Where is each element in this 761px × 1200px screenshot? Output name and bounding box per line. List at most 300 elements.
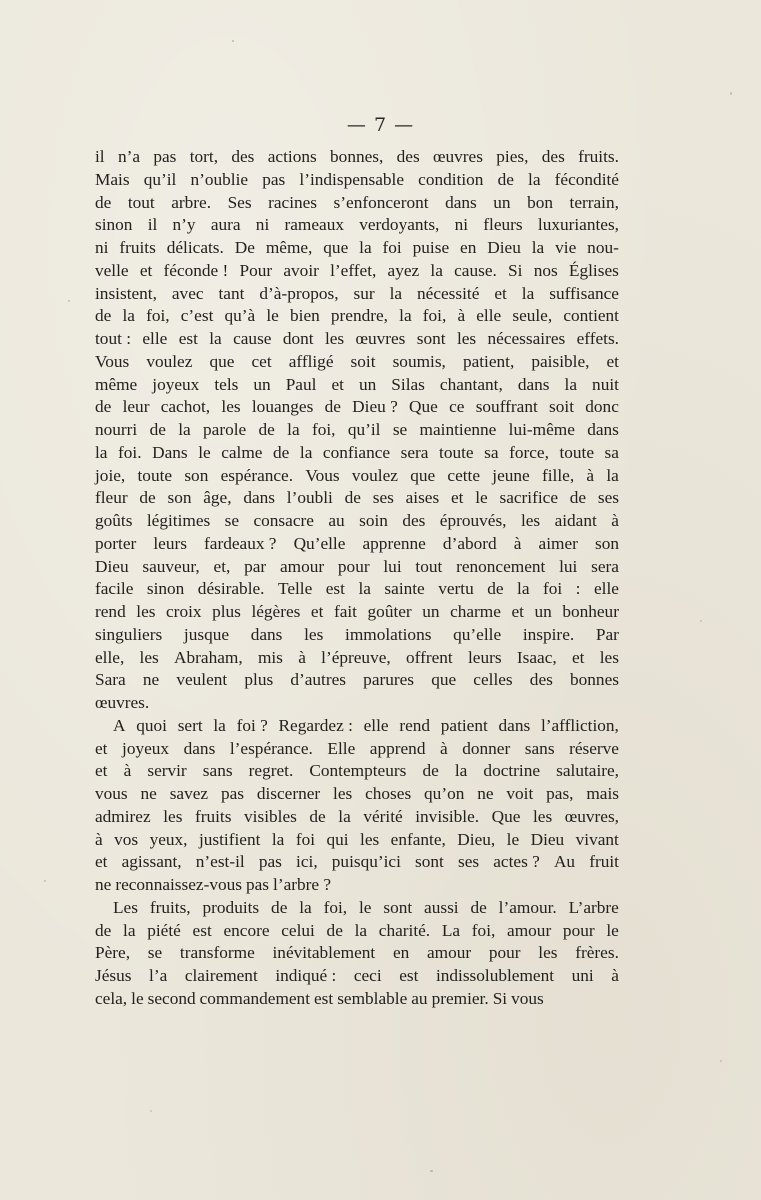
word: le: [475, 488, 488, 508]
word: la: [354, 920, 368, 940]
word: de: [326, 920, 343, 940]
word: lui-même: [508, 420, 575, 439]
word: nuit: [592, 374, 619, 394]
word: tels: [214, 374, 239, 394]
word: fait: [333, 602, 357, 621]
word: pas: [153, 147, 177, 166]
word: que: [323, 238, 349, 257]
word: à: [440, 738, 448, 758]
word: toute: [439, 442, 474, 462]
word: de: [258, 420, 275, 439]
word: doctrine: [483, 761, 541, 781]
word: renoncement: [456, 556, 546, 576]
word: Isaac,: [516, 647, 557, 667]
word: Regardez :: [278, 715, 353, 735]
word: il: [147, 215, 158, 235]
word: soit: [350, 351, 376, 371]
word: dans: [243, 488, 276, 508]
word: sa: [484, 442, 499, 462]
word: cet: [251, 351, 272, 371]
word: œuvres: [355, 329, 406, 348]
word: œuvres,: [564, 806, 619, 826]
word: n’est-il: [195, 852, 245, 872]
word: foi: [295, 829, 316, 849]
word: pas: [220, 784, 244, 803]
word: Par: [595, 624, 619, 644]
word: chantant,: [439, 374, 503, 394]
word: sacrifice: [499, 488, 558, 508]
word: elle: [476, 306, 502, 326]
word: qu’on: [424, 784, 465, 803]
word: dans: [587, 420, 619, 439]
body-text: [95, 146, 619, 1011]
word: œuvres.: [95, 693, 150, 712]
word: Jésus: [95, 966, 132, 985]
word: Que: [491, 806, 521, 826]
word: même: [95, 374, 138, 394]
word: :: [575, 579, 581, 599]
word: seule,: [512, 306, 553, 326]
word: l’affliction,: [540, 715, 619, 735]
word: le: [506, 829, 520, 849]
word: pas: [258, 852, 282, 872]
word: la: [95, 442, 108, 462]
word: à: [611, 966, 619, 985]
text-line: [95, 874, 619, 897]
word: la: [178, 420, 191, 439]
word: ses: [458, 852, 480, 872]
word: qu’elle: [453, 624, 502, 644]
word: patient: [440, 715, 488, 735]
word: yeux,: [149, 829, 188, 849]
word: à: [586, 465, 595, 485]
word: de: [95, 306, 112, 326]
word: Dieu: [530, 829, 565, 849]
word: rameaux: [284, 215, 344, 235]
word: admirez: [95, 806, 151, 826]
word: regret.: [248, 761, 294, 781]
word: de: [271, 897, 288, 917]
word: parures: [363, 670, 415, 690]
word: de: [309, 806, 326, 826]
word: vérité: [363, 806, 403, 826]
word: sert: [177, 715, 203, 735]
word: donc: [585, 397, 619, 417]
word: tout: [415, 556, 443, 576]
word: Qu’elle: [293, 533, 346, 553]
word: immolations: [345, 624, 432, 644]
word: qu’à: [224, 306, 256, 326]
word: porter: [95, 533, 137, 553]
word: de: [344, 488, 361, 508]
word: un: [253, 374, 271, 394]
word: un: [358, 374, 377, 394]
word: qu’il: [347, 420, 381, 439]
word: par: [244, 556, 267, 576]
text-line: [95, 783, 619, 806]
word: dans: [445, 192, 477, 212]
word: les: [360, 829, 380, 849]
word: Elle: [327, 738, 356, 758]
word: celui: [281, 920, 315, 940]
word: cause: [233, 329, 272, 348]
word: les: [136, 602, 156, 621]
word: pour: [562, 920, 595, 940]
word: n’y: [172, 215, 196, 235]
word: voit: [506, 784, 534, 803]
word: avoir: [283, 260, 319, 280]
word: et: [95, 852, 108, 872]
word: vos: [114, 829, 139, 849]
word: joyeux: [152, 374, 200, 394]
word: tort,: [189, 147, 219, 166]
paper-speck: [430, 1170, 433, 1172]
word: en: [460, 238, 477, 257]
word: les: [333, 784, 353, 803]
word: commandement: [199, 988, 310, 1008]
word: de: [95, 397, 112, 417]
paper-speck: [730, 92, 732, 95]
word: force,: [509, 442, 549, 462]
word: de: [95, 920, 112, 940]
word: soit: [549, 397, 574, 417]
word: actes ?: [493, 852, 540, 872]
word: effets.: [576, 329, 619, 348]
word: De: [234, 238, 255, 257]
word: singuliers: [95, 624, 163, 644]
word: sa: [604, 442, 619, 462]
text-line: [95, 146, 619, 169]
word: leurs: [468, 647, 502, 667]
word: le: [266, 306, 279, 326]
word: salutaire,: [556, 761, 619, 781]
word: sera: [591, 556, 619, 576]
word: sera: [400, 442, 429, 462]
word: des: [541, 147, 565, 166]
word: Vous: [95, 351, 130, 371]
word: uni: [571, 966, 594, 985]
word: à: [513, 533, 522, 553]
word: et: [139, 260, 153, 280]
text-line: [95, 806, 619, 829]
word: encore: [223, 920, 270, 940]
word: foi: [542, 579, 563, 599]
word: fille,: [542, 465, 575, 485]
word: sainte: [384, 579, 425, 599]
word: dans: [517, 374, 550, 394]
word: la: [122, 306, 135, 326]
word: et: [95, 738, 108, 758]
word: semblable: [337, 988, 408, 1008]
word: inspire.: [522, 624, 575, 644]
word: est: [192, 920, 212, 940]
word: Églises: [568, 260, 619, 280]
text-line: [95, 965, 619, 988]
word: tout :: [95, 329, 132, 348]
text-line: [95, 988, 619, 1011]
word: fécondité: [554, 169, 619, 189]
word: n’oublie: [190, 169, 249, 189]
word: de: [139, 488, 156, 508]
word: jeune: [492, 465, 530, 485]
word: la: [358, 579, 371, 599]
word: cause.: [454, 260, 497, 280]
text-line: [95, 920, 619, 943]
word: dont: [282, 329, 314, 348]
word: vertu: [438, 579, 474, 599]
word: calme: [221, 442, 263, 462]
word: pour: [488, 943, 521, 963]
word: la: [528, 169, 541, 189]
word: voulez: [146, 351, 193, 371]
word: d’abord: [442, 533, 497, 553]
word: Si: [508, 260, 523, 280]
word: apprend: [369, 738, 426, 758]
word: L’arbre: [568, 897, 619, 917]
word: condition: [418, 169, 484, 189]
word: Si: [492, 988, 508, 1008]
word: sont: [416, 329, 446, 348]
word: verdoyants,: [359, 215, 440, 235]
word: tout: [127, 192, 155, 212]
text-line: [95, 760, 619, 783]
word: soumis,: [392, 351, 446, 371]
paper-speck: [232, 40, 234, 42]
word: un: [534, 602, 552, 621]
word: fruits: [194, 806, 232, 826]
text-line: [95, 533, 619, 556]
word: et: [310, 602, 324, 621]
text-line: [95, 351, 619, 374]
word: Dieu: [95, 556, 129, 576]
word: son: [594, 533, 619, 553]
word: espérance.: [220, 465, 294, 485]
word: puise: [412, 238, 450, 257]
word: la: [517, 579, 530, 599]
word: ayez: [387, 260, 420, 280]
word: confiance: [322, 442, 391, 462]
word: ni: [95, 238, 109, 257]
word: la: [299, 897, 312, 917]
word: un: [422, 602, 440, 621]
word: l’a: [149, 966, 168, 985]
word: foi ?: [236, 715, 268, 735]
word: des: [529, 670, 553, 690]
word: l’oubli: [286, 488, 333, 508]
word: sont: [415, 852, 444, 872]
word: charme: [450, 602, 501, 621]
word: Pour: [239, 260, 273, 280]
word: mais: [586, 784, 619, 803]
word: actions: [267, 147, 317, 166]
word: se: [224, 511, 240, 530]
word: sauveur,: [142, 556, 200, 576]
word: La: [441, 920, 461, 940]
word: Sara: [95, 670, 126, 690]
text-line: [95, 510, 619, 533]
word: un: [493, 192, 511, 212]
word: foi,: [146, 306, 170, 326]
word: aussi: [424, 897, 459, 917]
text-line: [95, 487, 619, 510]
word: offrent: [406, 647, 453, 667]
word: celles: [473, 670, 513, 690]
word: frères.: [575, 943, 619, 963]
word: la: [271, 829, 285, 849]
word: qui: [326, 829, 349, 849]
word: se: [147, 943, 163, 963]
word: s’enfonceront: [333, 192, 429, 212]
word: reconnaissez-vous: [115, 875, 242, 894]
word: pies,: [496, 147, 529, 166]
word: Dieu,: [457, 829, 496, 849]
word: jusque: [183, 624, 230, 644]
word: affligé: [288, 351, 334, 371]
word: sinon: [146, 579, 185, 599]
word: tant: [218, 283, 245, 303]
word: la: [531, 238, 545, 257]
word: et: [331, 374, 344, 394]
word: réserve: [569, 738, 619, 758]
word: nou-: [587, 238, 619, 257]
word: elle: [142, 329, 168, 348]
word: racines: [268, 192, 318, 212]
word: indiqué :: [275, 966, 337, 985]
word: savez: [169, 784, 209, 803]
word: n’a: [117, 147, 141, 166]
word: de: [422, 761, 439, 781]
word: à: [298, 647, 306, 667]
word: d’à-propos,: [259, 283, 339, 303]
word: la: [213, 715, 226, 735]
word: et: [450, 488, 464, 508]
word: cela,: [95, 988, 128, 1008]
text-line: [95, 305, 619, 328]
word: aises: [405, 488, 440, 508]
word: ce: [449, 397, 465, 417]
word: que: [209, 351, 235, 371]
word: le: [131, 988, 144, 1008]
word: plus: [212, 602, 241, 621]
word: ne: [142, 670, 160, 690]
word: rend: [399, 715, 431, 735]
text-line: [95, 942, 619, 965]
word: œuvres: [433, 147, 483, 166]
word: vivant: [575, 829, 619, 849]
text-line: [95, 897, 619, 920]
word: second: [147, 988, 196, 1008]
word: elle: [593, 579, 619, 599]
word: il: [95, 147, 105, 166]
word: les: [599, 647, 619, 667]
word: la: [338, 806, 351, 826]
word: les: [304, 624, 324, 644]
word: fleur: [95, 488, 128, 508]
word: vie: [555, 238, 577, 257]
word: de: [470, 897, 487, 917]
word: la: [399, 306, 412, 326]
text-line: [95, 169, 619, 192]
word: velle: [95, 260, 129, 280]
word: Au: [553, 852, 576, 872]
word: son: [167, 488, 192, 508]
text-line: [95, 260, 619, 283]
word: délicats.: [166, 238, 224, 257]
word: est: [178, 329, 198, 348]
word: la: [389, 283, 403, 303]
text-line: [95, 419, 619, 442]
word: vous: [511, 988, 544, 1008]
word: pas: [262, 169, 286, 189]
word: les: [324, 329, 345, 348]
word: Que: [409, 397, 438, 417]
text-line: [95, 328, 619, 351]
word: de: [497, 169, 514, 189]
word: la: [521, 283, 535, 303]
word: contient: [563, 306, 619, 326]
word: ne: [95, 875, 112, 894]
word: amour: [507, 920, 552, 940]
word: bonheur: [562, 602, 619, 621]
word: rend: [95, 602, 126, 621]
word: terrain,: [569, 192, 619, 212]
word: nécessaires: [487, 329, 566, 348]
word: la: [209, 329, 222, 348]
word: consacre: [253, 511, 314, 530]
text-line: [95, 465, 619, 488]
word: nécessité: [417, 283, 480, 303]
text-line: [95, 192, 619, 215]
word: Contempteurs: [309, 761, 407, 781]
word: soin: [359, 511, 388, 530]
word: choses: [365, 784, 412, 803]
word: voulez: [351, 465, 398, 485]
word: et,: [213, 556, 231, 576]
word: l’espérance.: [229, 738, 313, 758]
word: se: [392, 420, 408, 439]
word: est: [314, 988, 334, 1008]
text-line: [95, 692, 619, 715]
page-number: — 7 —: [346, 114, 415, 136]
word: agissant,: [121, 852, 182, 872]
word: le: [359, 897, 372, 917]
word: ne: [477, 784, 494, 803]
word: fruits,: [149, 897, 191, 917]
word: les: [533, 806, 553, 826]
word: ni: [255, 215, 270, 235]
word: l’arbre ?: [273, 875, 332, 894]
word: inévitablement: [272, 943, 376, 963]
word: amour: [279, 556, 325, 576]
word: des: [231, 147, 255, 166]
word: A: [113, 715, 126, 735]
paper-speck: [150, 1110, 152, 1112]
word: la: [287, 420, 300, 439]
word: ne: [140, 784, 157, 803]
paper-speck: [720, 1060, 722, 1062]
word: indissolublement: [435, 966, 555, 985]
word: sur: [353, 283, 375, 303]
word: aimer: [538, 533, 578, 553]
word: le: [606, 920, 619, 940]
text-line: [95, 442, 619, 465]
word: l’épreuve,: [321, 647, 391, 667]
word: croix: [166, 602, 202, 621]
word: de: [273, 442, 290, 462]
text-line: [95, 601, 619, 624]
word: au: [328, 511, 345, 530]
word: nourri: [95, 420, 138, 439]
